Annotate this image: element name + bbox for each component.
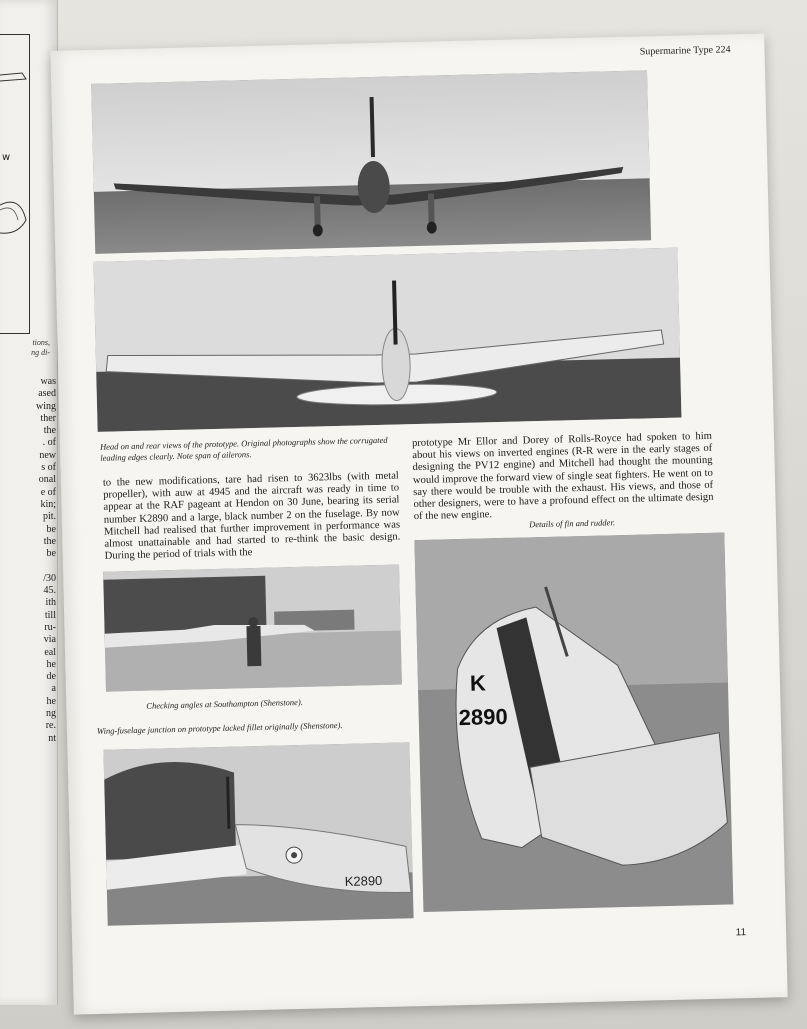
left-text-line: . of xyxy=(42,437,56,449)
left-text-line: he xyxy=(46,658,56,670)
left-page-text xyxy=(0,376,56,745)
left-text-line: de xyxy=(46,671,56,683)
left-text-line: 45. xyxy=(43,585,56,597)
photo-wing-fuselage xyxy=(103,742,413,925)
caption-head-on-rear: Head on and rear views of the prototype. Original photographs show the corrugated leading edges clearly. Note span of ailerons. xyxy=(99,434,388,463)
left-text-line: ased xyxy=(38,388,56,400)
left-caption-line: tions, xyxy=(32,338,50,347)
left-text-line: he xyxy=(46,695,56,707)
left-text-line: the xyxy=(43,425,56,437)
left-text-line: nt xyxy=(48,732,56,744)
caption-fin-rudder: Details of fin and rudder. xyxy=(529,517,615,530)
left-text-line: ther xyxy=(40,412,56,424)
left-text-line: be xyxy=(46,548,56,560)
photo-fin-rudder xyxy=(414,533,733,912)
left-caption-line: ng di- xyxy=(31,348,50,357)
left-text-line: e of xyxy=(40,486,56,498)
left-text-line: s of xyxy=(41,462,56,474)
left-text-line: ru- xyxy=(44,621,56,633)
caption-wing-fuselage: Wing-fuselage junction on prototype lacked fillet originally (Shenstone). xyxy=(96,719,343,736)
left-text-line: re. xyxy=(45,720,56,732)
left-page-caption xyxy=(0,338,50,358)
left-text-line: pit. xyxy=(42,511,56,523)
left-text-line: via xyxy=(43,634,56,646)
tail-serial-marking: 2890 xyxy=(458,703,508,731)
page-number: 11 xyxy=(735,927,747,939)
text-column-right: prototype Mr Ellor and Dorey of Rolls-Royce had spoken to him about his views on inverted engines (R-R were in the early stages of designing the PV12 engine) and Mitchell had thought the mounting would improve the forward view of single seat fighters. He went on to say there would be trouble with the exhaust. His views, and those of other designers, were to have a profound effect on the ultimate design of the new engine. xyxy=(411,430,714,523)
tail-letter-marking: K xyxy=(469,670,487,696)
photo-head-on-view xyxy=(91,70,651,254)
left-text-line xyxy=(0,560,56,572)
left-page-diagram xyxy=(0,34,30,334)
fuselage-serial-marking: K2890 xyxy=(344,873,383,889)
left-text-line: the xyxy=(43,535,56,547)
left-page-edge xyxy=(0,0,58,1005)
text-column-left: to the new modifications, tare had risen to 3623lbs (with metal propeller), with auw at 4945 and the aircraft was ready in time to appear at the RAF pageant at Hendon on 30 June, bearing its serial number K2890 and a large, black number 2 on the fuselage. By now Mitchell had realised that further improvement in performance was almost unattainable and had started to re-think the basic design. During the period of trials with the xyxy=(102,470,401,562)
left-text-line: wing xyxy=(36,400,56,412)
left-diagram-label: w xyxy=(2,152,11,163)
left-text-line: ng xyxy=(46,708,56,720)
left-text-line: a xyxy=(51,683,56,695)
left-text-line: was xyxy=(40,376,56,387)
left-text-line: kin; xyxy=(40,498,56,510)
caption-checking-angles: Checking angles at Southampton (Shenstone). xyxy=(146,696,303,711)
left-text-line: new xyxy=(39,449,56,461)
left-text-line: be xyxy=(46,523,56,535)
left-text-line: ith xyxy=(45,597,56,609)
left-text-line: till xyxy=(44,609,56,621)
photo-checking-angles xyxy=(103,565,402,692)
photo-rear-view xyxy=(93,248,681,432)
running-head: Supermarine Type 224 xyxy=(639,44,731,58)
left-text-line: eal xyxy=(44,646,56,658)
book-page xyxy=(50,33,787,1014)
left-text-line: /30 xyxy=(43,572,56,584)
left-text-line: onal xyxy=(38,474,56,486)
